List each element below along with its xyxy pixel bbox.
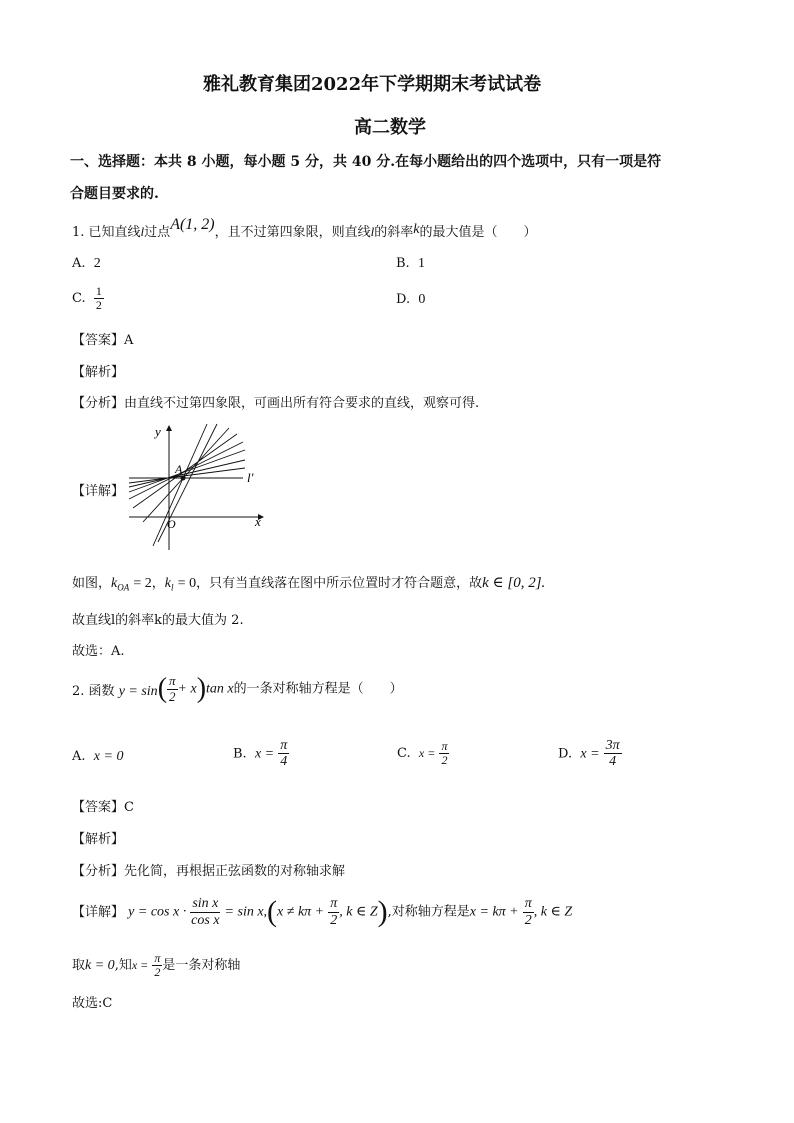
q1-detail-label: 【详解】: [72, 484, 125, 499]
q1-slope-figure: [125, 422, 275, 552]
q2-stem: 2. 函数 y = sin( $\frac{\pi}{2}$ + x)tan x的一条对称轴方程是（ ）: [72, 673, 403, 704]
q1-option-b: B. 1: [396, 256, 425, 271]
q2-option-a: A. x = 0: [72, 749, 124, 764]
line-fan: [129, 424, 245, 546]
q1-point: A(1, 2): [170, 216, 215, 233]
q1-line-var-2: l: [370, 224, 375, 239]
q1-option-c: C. $\frac{1}{2}$: [72, 284, 102, 313]
section-heading-line2: 合题目要求的.: [70, 186, 159, 202]
q1-passes: 过点: [144, 225, 171, 240]
q1-stem-mid2: 的斜率: [374, 225, 414, 240]
q1-detail-line1: 如图，$k_{OA} = 2$，$k_l = 0$，只有当直线落在图中所示位置时才符合题意，故k ∈ [0, 2].: [72, 575, 546, 593]
q1-option-a: A. 2: [72, 256, 101, 271]
q1-choice: 故选：A.: [72, 644, 125, 659]
q1-detail-line2: 故直线l的斜率k的最大值为 2.: [72, 613, 244, 628]
q2-analysis-label: 【解析】: [72, 832, 125, 847]
q1-stem: [72, 216, 537, 241]
q2-choice: 故选:C: [72, 996, 113, 1011]
point-a-label: A: [175, 462, 183, 476]
x-axis-label: x: [255, 514, 261, 529]
q1-k: k: [413, 222, 420, 237]
q1-fenxi: 【分析】由直线不过第四象限，可画出所有符合要求的直线，观察可得.: [72, 396, 480, 411]
q2-option-b: B. x = $\frac{\pi}{4}$: [233, 738, 288, 770]
q2-take-k: 取k = 0,知x = $\frac{\pi}{2}$ 是一条对称轴: [72, 951, 241, 980]
q2-answer: 【答案】C: [72, 800, 134, 815]
point-a-dot: [181, 476, 186, 481]
page-title: 雅礼教育集团2022年下学期期末考试试卷: [203, 74, 542, 95]
q2-fenxi: 【分析】先化简，再根据正弦函数的对称轴求解: [72, 864, 346, 879]
q1-option-d: D. 0: [396, 292, 426, 307]
q1-stem-end: 的最大值是（ ）: [419, 225, 537, 240]
section-heading-line1: 一、选择题：本共 8 小题，每小题 5 分，共 40 分.在每小题给出的四个选项中，只有一项是符: [70, 154, 662, 170]
line-l-prime-label: l′: [247, 470, 254, 485]
q1-stem-prefix: 1. 已知直线: [72, 225, 141, 240]
q1-stem-mid: ，且不过第四象限，则直线: [214, 225, 371, 240]
q1-answer: 【答案】A: [72, 333, 134, 348]
q1-line-var: l: [140, 224, 145, 239]
origin-label: O: [167, 517, 176, 531]
q2-option-c: C. x = $\frac{\pi}{2}$: [397, 739, 448, 768]
q2-option-d: D. x = $\frac{3\pi}{4}$: [558, 738, 620, 770]
q1-analysis-label: 【解析】: [72, 365, 125, 380]
y-axis-label: y: [155, 424, 161, 439]
page-subject: 高二数学: [354, 117, 426, 138]
q2-detail: 【详解】 y = cos x · $\frac{\text{sin x}}{\text{cos x}}$ = sin x,(x ≠ kπ + $\frac{\pi}{2}$ , k ∈ Z),对称轴方程是x = kπ + $\frac{\pi}{2}$ , k ∈ Z: [72, 895, 573, 928]
